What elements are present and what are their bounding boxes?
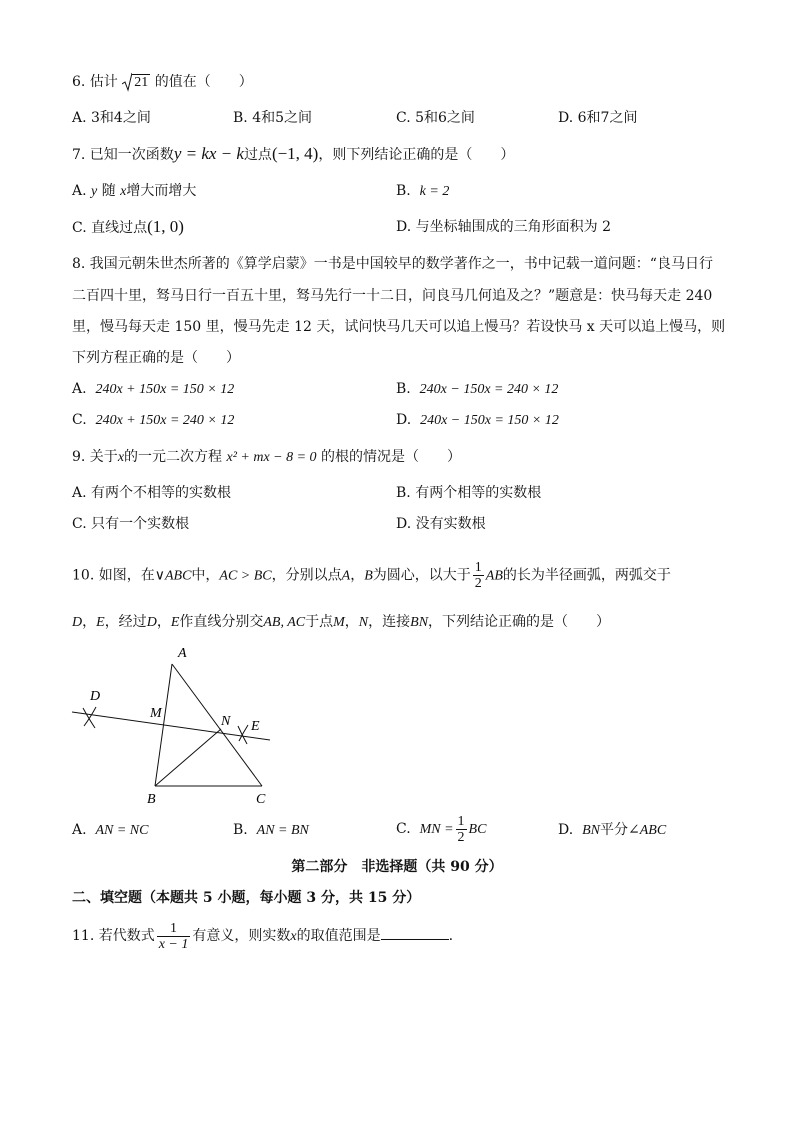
q10-opt-b-eq: AN = BN xyxy=(256,823,309,838)
q6-sqrt xyxy=(122,72,150,92)
q8-opt-a-label: A. xyxy=(72,381,87,397)
segment-bn xyxy=(155,729,221,786)
q10-opt-c-num: 1 xyxy=(457,813,465,829)
label-m: M xyxy=(150,706,162,721)
q11-post: 的取值范围是 xyxy=(296,928,381,944)
q8-option-b xyxy=(396,379,558,400)
q11-num: 1 xyxy=(157,921,191,937)
q9-stem xyxy=(72,447,461,468)
q11-answer-blank[interactable] xyxy=(381,927,449,940)
q7-opt-c-label: C. 直线过点 xyxy=(72,220,148,236)
q8-option-c xyxy=(72,410,234,431)
q8-opt-b-label: B. xyxy=(396,381,411,397)
q10-l2-h: ，下列结论正确的是（ ） xyxy=(428,614,611,630)
q10-l2-g: ，连接 xyxy=(368,614,411,630)
perpendicular-bisector-line xyxy=(72,712,270,740)
q6-stem xyxy=(72,72,253,92)
q10-l2-n: N xyxy=(358,615,369,630)
q7-function: y = kx − k xyxy=(173,144,244,163)
q7-opt-c-math: (1, 0) xyxy=(147,217,184,236)
q6-stem-post: 的值在（ ） xyxy=(154,74,253,90)
q9-option-b: B. 有两个相等的实数根 xyxy=(396,485,542,501)
q6-option-d: D. 6和7之间 xyxy=(558,110,638,126)
q10-opt-b-label: B. xyxy=(233,822,248,838)
q6-stem-pre: 6. 估计 xyxy=(72,74,118,90)
q11-pre: 11. 若代数式 xyxy=(72,928,155,944)
q10-point-b: B xyxy=(364,568,373,584)
q10-opt-d-angle: ∠ABC xyxy=(627,823,667,838)
q6-option-a: A. 3和4之间 xyxy=(72,110,151,126)
q11-stem xyxy=(72,918,453,955)
q10-option-c xyxy=(396,812,486,847)
q10-opt-d-mid: 平分 xyxy=(599,822,628,838)
part-two-title: 第二部分 非选择题（共 90 分） xyxy=(291,859,503,875)
q7-opt-a-x: x xyxy=(120,184,127,199)
q7-stem-pre: 7. 已知一次函数 xyxy=(72,147,174,163)
q6-option-b: B. 4和5之间 xyxy=(233,110,313,126)
q10-opt-c-lhs: MN = xyxy=(419,822,454,837)
q10-ab: AB xyxy=(485,568,503,584)
q9-equation: x² + mx − 8 = 0 xyxy=(226,450,317,465)
q10-triangle: ∨ABC xyxy=(154,568,192,584)
q10-l2-dtext: 作直线分别交 xyxy=(179,614,264,630)
q7-opt-b-math: k = 2 xyxy=(419,184,450,199)
arc-mark-d-2 xyxy=(84,707,96,726)
q10-sep: ， xyxy=(350,567,365,584)
q10-condition: AC > BC xyxy=(219,568,272,584)
q10-l1-c: 为圆心，以大于 xyxy=(372,567,471,584)
segment-ac xyxy=(172,664,262,786)
q7-stem xyxy=(72,144,514,165)
q9-stem-post: 的根的情况是（ ） xyxy=(321,449,462,465)
q9-stem-pre: 9. 关于 xyxy=(72,449,118,465)
section-heading-fill-in: 二、填空题（本题共 5 小题，每小题 3 分，共 15 分） xyxy=(72,890,421,906)
q10-l2-e2: E xyxy=(170,615,180,630)
label-a: A xyxy=(178,646,187,661)
q6-radicand: 21 xyxy=(134,75,149,90)
triangle-figure xyxy=(62,640,282,810)
q7-mid: 过点 xyxy=(243,147,272,163)
q7-opt-b-label: B. xyxy=(396,183,411,199)
q10-l1-pre: 10. 如图，在 xyxy=(72,567,155,584)
q9-mid: 的一元二次方程 xyxy=(124,449,223,465)
q10-l2-a: ， xyxy=(82,614,97,630)
q10-l1-d: 的长为半径画弧，两弧交于 xyxy=(502,567,671,584)
q9-option-a: A. 有两个不相等的实数根 xyxy=(72,485,232,501)
q8-opt-c-label: C. xyxy=(72,412,87,428)
q10-option-b xyxy=(233,820,309,841)
q10-l2-segments: AB, AC xyxy=(263,615,306,630)
q10-opt-a-label: A. xyxy=(72,822,87,838)
q8-opt-c-eq: 240x + 150x = 240 × 12 xyxy=(95,413,235,428)
q9-option-d: D. 没有实数根 xyxy=(396,516,486,532)
q8-opt-d-label: D. xyxy=(396,412,412,428)
q8-line-3: 里，慢马每天走 150 里，慢马先走 12 天，试问快马几天可以追上慢马？若设快马 x 天可以追上慢马，则 xyxy=(72,319,726,335)
q10-frac-den: 2 xyxy=(474,576,482,591)
label-b: B xyxy=(147,792,156,807)
q10-frac-num: 1 xyxy=(474,560,482,575)
q10-opt-c-den: 2 xyxy=(457,829,465,845)
q10-l2-bn: BN xyxy=(410,615,429,630)
q8-option-d xyxy=(396,410,559,431)
q10-l2-d2: D xyxy=(146,615,157,630)
label-c: C xyxy=(256,792,266,807)
q7-option-a xyxy=(72,181,196,202)
q10-line-1 xyxy=(72,560,671,591)
q10-l2-c: ， xyxy=(156,614,171,630)
q10-opt-d-label: D. xyxy=(558,822,574,838)
q10-opt-c-fraction xyxy=(456,814,467,845)
q10-l2-d: D xyxy=(72,615,83,630)
label-n: N xyxy=(221,714,231,729)
q7-option-b xyxy=(396,181,449,202)
label-e: E xyxy=(251,719,260,734)
q11-end: . xyxy=(448,928,454,944)
q10-l2-etext: 于点 xyxy=(305,614,334,630)
q7-opt-a-y: y xyxy=(91,184,98,199)
q11-den: x − 1 xyxy=(158,936,189,952)
arc-mark-e-2 xyxy=(239,725,248,741)
q10-opt-a-eq: AN = NC xyxy=(95,823,149,838)
q10-option-d xyxy=(558,820,666,841)
q7-option-d: D. 与坐标轴围成的三角形面积为 2 xyxy=(396,219,611,235)
q10-l2-e: E xyxy=(96,615,105,630)
q9-option-c: C. 只有一个实数根 xyxy=(72,516,190,532)
q6-option-c: C. 5和6之间 xyxy=(396,110,475,126)
q10-l2-f: ， xyxy=(344,614,359,630)
q7-opt-a-label: A. xyxy=(72,183,87,199)
q10-l2-m: M xyxy=(333,615,345,630)
q11-x: x xyxy=(290,929,297,944)
q10-opt-c-label: C. xyxy=(396,821,411,837)
q10-opt-c-rhs: BC xyxy=(468,822,487,837)
sqrt-sign-icon xyxy=(122,72,132,92)
q8-line-4: 下列方程正确的是（ ） xyxy=(72,350,240,366)
q7-opt-a-post: 增大而增大 xyxy=(126,183,197,199)
label-d: D xyxy=(90,689,101,704)
q8-line-1: 8. 我国元朝朱世杰所著的《算学启蒙》一书是中国较早的数学著作之一，书中记载一道问题：“良马日行 xyxy=(72,256,713,272)
q10-l1-b: ，分别以点 xyxy=(271,567,342,584)
q7-option-c xyxy=(72,217,184,238)
q7-stem-post: ，则下列结论正确的是（ ） xyxy=(318,147,515,163)
q10-option-a xyxy=(72,820,148,841)
q8-line-2: 二百四十里，驽马日行一百五十里，驽马先行一十二日，问良马几何追及之？”题意是：快马每天走 240 xyxy=(72,288,713,304)
q9-x: x xyxy=(117,450,125,465)
q7-point: (−1, 4) xyxy=(271,144,319,163)
q8-opt-a-eq: 240x + 150x = 150 × 12 xyxy=(95,382,235,397)
q10-point-a: A xyxy=(341,568,351,584)
q10-line-2 xyxy=(72,612,610,633)
q11-fraction xyxy=(157,921,191,952)
q10-opt-d-bn: BN xyxy=(582,823,600,838)
q10-half-fraction xyxy=(473,560,484,591)
q10-l1-a: 中， xyxy=(191,567,220,584)
q11-mid: 有意义，则实数 xyxy=(192,928,291,944)
q8-opt-d-eq: 240x − 150x = 150 × 12 xyxy=(420,413,559,428)
q10-l2-b: ，经过 xyxy=(104,614,147,630)
q8-opt-b-eq: 240x − 150x = 240 × 12 xyxy=(419,382,559,397)
q7-opt-a-mid: 随 xyxy=(101,183,116,199)
q8-option-a xyxy=(72,379,234,400)
